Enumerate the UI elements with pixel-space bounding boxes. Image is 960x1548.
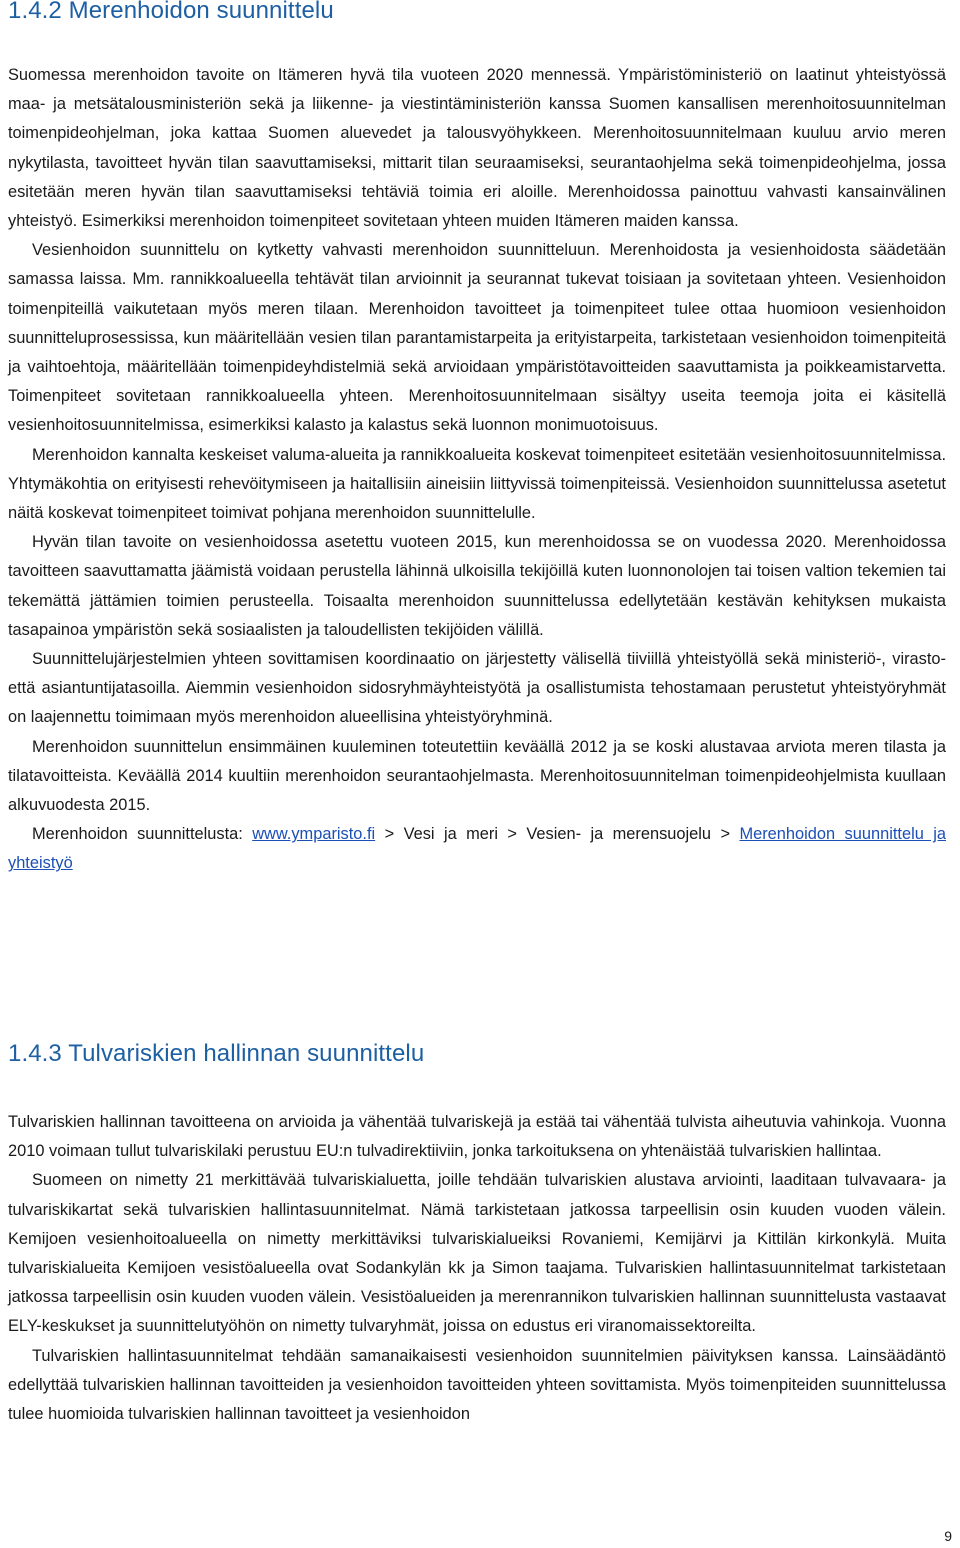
paragraph: Merenhoidon kannalta keskeiset valuma-alueita ja rannikkoalueita koskevat toimenpiteet esitetään vesienhoitosuunnitelmissa. Yhtymäkohtia on erityisesti rehevöitymiseen ja haitallisiin aineisiin liittyvissä toimenpiteissä. Vesienhoidon suunnittelussa asetetut näitä koskevat toimenpiteet toimivat pohjana merenhoidon suunnittelulle. xyxy=(8,445,946,523)
section-body-tulvariskit xyxy=(8,1108,946,1429)
paragraph: Hyvän tilan tavoite on vesienhoidossa asetettu vuoteen 2015, kun merenhoidossa se on vuodessa 2020. Merenhoidossa tavoitteen saavuttamatta jäämistä voidaan perustella lähinnä ulkoisilla tekijöillä kuten luonnonolojen tai toisen valtion tekemien tai tekemättä jättämien toimien perusteella. Toisaalta merenhoidon suunnittelussa edellytetään kestävän kehityksen mukaista tasapainoa ympäristön sekä sosiaalisten ja taloudellisten tekijöiden välillä. xyxy=(8,533,946,639)
paragraph: Tulvariskien hallinnan tavoitteena on arvioida ja vähentää tulvariskejä ja estää tai vähentää tulvista aiheutuvia vahinkoja. Vuonna 2010 voimaan tullut tulvariskilaki perustuu EU:n tulvadirektiiviin, jonka tarkoituksena on yhtenäistää tulvariskien hallintaa. xyxy=(8,1113,946,1161)
paragraph: Vesienhoidon suunnittelu on kytketty vahvasti merenhoidon suunnitteluun. Merenhoidosta ja vesienhoidosta säädetään samassa laissa. Mm. rannikkoalueella tehtävät tilan arvioinnit ja seurannat tukevat toisiaan ja sovitetaan yhteen. Vesienhoidon toimenpiteillä vaikutetaan myös meren tilaan. Merenhoidon tavoitteet ja toimenpiteet tulee ottaa huomioon vesienhoidon suunnitteluprosessissa, kun määritellään vesien tilan parantamistarpeita ja erityistarpeita, tarkistetaan vesienhoidon toimenpiteitä ja vaihtoehtoja, määritellään toimenpideyhdistelmiä sekä arvioidaan ympäristötavoitteiden saavuttamista ja poikkeamistarvetta. Toimenpiteet sovitetaan rannikkoalueella yhteen. Merenhoitosuunnitelmaan sisältyy useita teemoja joita ei käsitellä vesienhoitosuunnitelmissa, esimerkiksi kalasto ja kalastus sekä luonnon monimuotoisuus. xyxy=(8,241,946,435)
page-number: 9 xyxy=(944,1528,952,1544)
paragraph: Suunnittelujärjestelmien yhteen sovittamisen koordinaatio on järjestetty välisellä tiiviillä yhteistyöllä sekä ministeriö-, virasto- että asiantuntijatasoilla. Aiemmin vesienhoidon sidosryhmäyhteistyötä ja osallistumista tehostamaan perustetut yhteistyöryhmät on laajennettu toimimaan myös merenhoidon alueellisina yhteistyöryhminä. xyxy=(8,650,946,727)
section-heading-merenhoito: 1.4.2 Merenhoidon suunnittelu xyxy=(8,0,334,24)
link-paragraph-path: > Vesi ja meri > Vesien- ja merensuojelu > xyxy=(375,825,740,844)
section-heading-tulvariskit: 1.4.3 Tulvariskien hallinnan suunnittelu xyxy=(8,1040,425,1067)
merenhoidon-suunnittelu-link[interactable]: Merenhoidon suunnittelu ja yhteistyö xyxy=(8,825,946,873)
link-paragraph xyxy=(8,820,946,878)
paragraph: Suomessa merenhoidon tavoite on Itämeren hyvä tila vuoteen 2020 mennessä. Ympäristöministeriö on laatinut yhteistyössä maa- ja metsätalousministeriön sekä ja liikenne- ja viestintäministeriön kanssa Suomen kansallisen merenhoitosuunnitelman toimenpideohjelman, joka kattaa Suomen aluevedet ja talousvyöhykkeen. Merenhoitosuunnitelmaan kuuluu arvio meren nykytilasta, tavoitteet hyvän tilan saavuttamiseksi, mittarit tilan seuraamiseksi, seurantaohjelma sekä toimenpideohjelma, jossa esitetään meren hyvän tilan saavuttamiseksi tehtäviä toimia eri aloille. Merenhoidossa painottuu vahvasti kansainvälinen yhteistyö. Esimerkiksi merenhoidon toimenpiteet sovitetaan yhteen muiden Itämeren maiden kanssa. xyxy=(8,66,946,231)
paragraph: Suomeen on nimetty 21 merkittävää tulvariskialuetta, joille tehdään tulvariskien alustava arviointi, laaditaan tulvavaara- ja tulvariskikartat sekä tulvariskien hallintasuunnitelmat. Nämä tarkistetaan jatkossa tarpeellisin osin kuuden vuoden välein. Kemijoen vesienhoitoalueella on nimetty merkittäviksi tulvariskialueiksi Rovaniemi, Kemijärvi ja Kittilän kirkonkylä. Muita tulvariskialueita Kemijoen vesistöalueella ovat Sodankylän kk ja Simon taajama. Tulvariskien hallintasuunnitelmat tarkistetaan jatkossa tarpeellisin osin kuuden vuoden välein. Vesistöalueiden ja merenrannikon tulvariskien hallinnan suunnittelusta vastaavat ELY-keskukset ja suunnittelutyöhön on nimetty tulvaryhmät, joissa on edustus eri viranomaissektoreilta. xyxy=(8,1171,946,1336)
link-paragraph-prefix: Merenhoidon suunnittelusta: xyxy=(32,825,253,844)
paragraph: Merenhoidon suunnittelun ensimmäinen kuuleminen toteutettiin keväällä 2012 ja se koski alustavaa arviota meren tilasta ja tilatavoitteista. Keväällä 2014 kuultiin merenhoidon seurantaohjelmasta. Merenhoitosuunnitelman toimenpideohjelmista kuullaan alkuvuodesta 2015. xyxy=(8,737,946,815)
paragraph: Tulvariskien hallintasuunnitelmat tehdään samanaikaisesti vesienhoidon suunnitelmien päivityksen kanssa. Lainsäädäntö edellyttää tulvariskien hallinnan tavoitteiden ja vesienhoidon tavoitteiden yhteen sovittamista. Myös toimenpiteiden suunnittelussa tulee huomioida tulvariskien hallinnan tavoitteet ja vesienhoidon xyxy=(8,1346,946,1424)
ymparisto-link[interactable]: www.ymparisto.fi xyxy=(252,825,376,844)
section-body-merenhoito xyxy=(8,61,946,879)
